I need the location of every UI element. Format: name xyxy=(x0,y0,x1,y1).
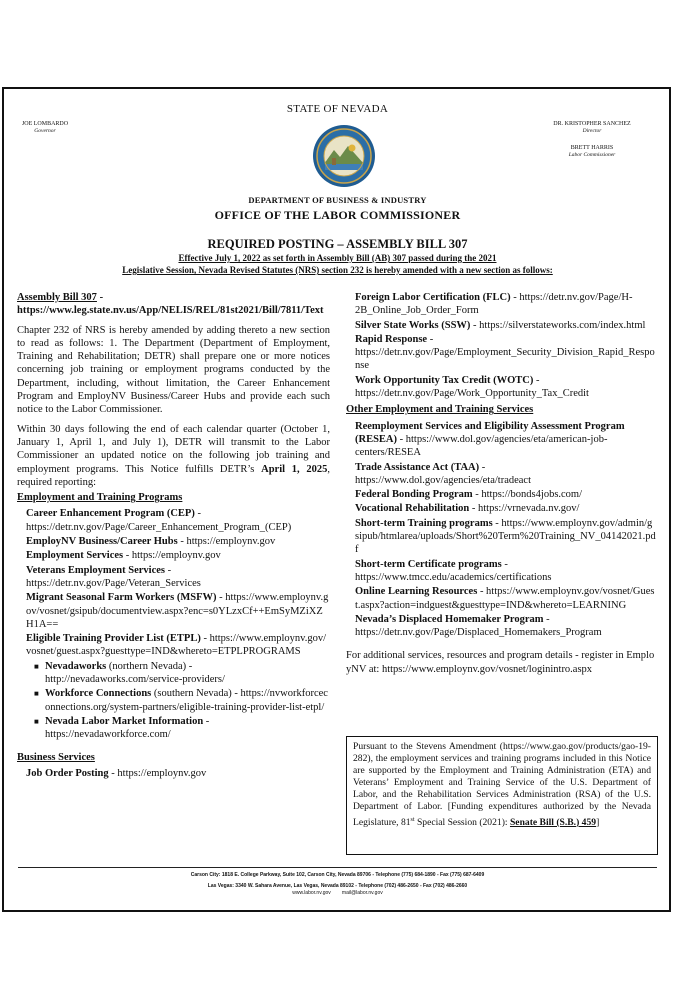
additional-services-note: For additional services, resources and program details - register in EmployNV at: https://www.employnv.gov/vosnet/loginintro.aspx xyxy=(346,650,655,675)
sub-list-item[interactable]: ■ Nevada Labor Market Information - https://nevadaworkforce.com/ xyxy=(34,715,210,741)
program-item[interactable]: Eligible Training Provider List (ETPL) - https://www.employnv.gov/vosnet/guest.aspx?guesttype=IND&whereto=ETPLPROGRAMS xyxy=(26,633,327,658)
notice-text: Pursuant to the Stevens Amendment (https://www.gao.gov/products/gao-19-282), the employment services and training programs included in this Notice are supported by the Employment and Training Administration (ETA) and Veterans’ Employment and Training Service of the U.S. Department of Labor, and the Rehabilitation Services Administration (RSA) of the U.S. Department of Labor. [Funding expenditures authorized by the Nevada Legislature, 81 xyxy=(353,741,651,828)
notice-text-2: Special Session (2021): xyxy=(414,816,510,828)
reporting-paragraph xyxy=(17,423,330,489)
program-item[interactable]: Migrant Seasonal Farm Workers (MSFW) - https://www.employnv.gov/vosnet/gsipub/documentview.aspx?enc=s0YLzxCf++EmSyMZiXZH1A== xyxy=(26,592,329,630)
director-name: DR. KRISTOPHER SANCHEZ xyxy=(553,121,631,127)
notice-end: ] xyxy=(596,816,600,828)
service-item[interactable]: Vocational Rehabilitation - https://vrnevada.nv.gov/ xyxy=(355,503,580,515)
footer-carson-city: Carson City: 1818 E. College Parkway, Suite 102, Carson City, Nevada 89706 - Telephone (775) 684-1890 - Fax (775) 687-6409 xyxy=(190,872,485,878)
service-item[interactable]: Short-term Certificate programs - https://www.tmcc.edu/academics/certifications xyxy=(355,558,552,583)
commissioner-name: BRETT HARRIS xyxy=(570,145,614,151)
office-name: OFFICE OF THE LABOR COMMISSIONER xyxy=(214,208,461,222)
left-column xyxy=(17,291,330,781)
governor-name: JOE LOMBARDO xyxy=(21,121,69,127)
state-heading: STATE OF NEVADA xyxy=(286,103,389,115)
effective-statement xyxy=(0,252,675,276)
service-item[interactable]: Short-term Training programs - https://www.employnv.gov/admin/gsipub/htmlarea/uploads/Short%20Term%20Training_NV_04142021.pdf xyxy=(355,517,656,556)
commissioner-role: Labor Commissioner xyxy=(568,152,616,158)
bill-url[interactable]: - https://www.leg.state.nv.us/App/NELIS/REL/81st2021/Bill/7811/Text xyxy=(17,292,324,317)
service-item[interactable]: Reemployment Services and Eligibility Assessment Program (RESEA) - https://www.dol.gov/agencies/eta/american-job-centers/RESEA xyxy=(355,420,625,459)
nevada-state-seal-icon xyxy=(312,124,376,188)
notice-superscript: st xyxy=(410,816,415,823)
sub-list-item[interactable]: ■ Workforce Connections (southern Nevada) - https://nvworkforceconnections.org/system-partners/eligible-training-provider-list-etpl/ xyxy=(34,688,328,713)
program-item[interactable]: Veterans Employment Services - https://detr.nv.gov/Page/Veteran_Services xyxy=(26,564,201,589)
service-item[interactable]: Trade Assistance Act (TAA) - https://www.dol.gov/agencies/eta/tradeact xyxy=(355,461,532,486)
footer-web[interactable]: www.labor.nv.gov mail@labor.nv.gov xyxy=(292,890,383,896)
right-column xyxy=(346,291,656,676)
bullet-icon: ■ xyxy=(34,661,39,671)
bill-link[interactable]: Assembly Bill 307 xyxy=(17,292,97,303)
director-role: Director xyxy=(582,128,602,134)
stevens-amendment-notice xyxy=(346,736,658,855)
reporting-text: Within 30 days following the end of each calendar quarter (October 1, January 1, April 1, and July 1), DETR will transmit to the Labor Commissioner an updated notice on the following job training and employment programs. This Notice fulfills DETR’s xyxy=(17,423,330,475)
service-item[interactable]: Nevada’s Displaced Homemaker Program - https://detr.nv.gov/Page/Displaced_Homemakers_Program xyxy=(355,613,602,639)
program-item[interactable]: EmployNV Business/Career Hubs - https://employnv.gov xyxy=(26,536,276,548)
reporting-date: April 1, 2025 xyxy=(261,463,328,475)
service-item[interactable]: Silver State Works (SSW) - https://silverstateworks.com/index.html xyxy=(355,319,646,331)
program-item[interactable]: Employment Services - https://employnv.gov xyxy=(26,550,221,562)
director-block xyxy=(551,121,633,159)
service-item[interactable]: Online Learning Resources - https://www.employnv.gov/vosnet/Guest.aspx?action=indguest&guesttype=IND&whereto=LEARNING xyxy=(355,586,655,611)
service-item[interactable]: Federal Bonding Program - https://bonds4jobs.com/ xyxy=(355,489,583,501)
posting-title: REQUIRED POSTING – ASSEMBLY BILL 307 xyxy=(207,237,468,251)
section-employment-training: Employment and Training Programs xyxy=(17,492,183,504)
governor-role: Governor xyxy=(34,128,56,134)
business-item[interactable]: Job Order Posting - https://employnv.gov xyxy=(26,767,207,779)
service-item[interactable]: Rapid Response - https://detr.nv.gov/Page/Employment_Security_Division_Rapid_Response xyxy=(355,333,655,372)
amendment-paragraph: Chapter 232 of NRS is hereby amended by adding thereto a new section to read as follows: 1. The Department (Department of Employment, Training and Rehabilitation; DETR) shall prepare one or more notices concerning job training or employment programs conducted by the Department, including, without limitation, the Career Enhancement Program and EmployNV Business/Career Hubs and provide each such notice to the Labor Commissioner. xyxy=(17,324,330,416)
effective-line-1: Effective July 1, 2022 as set forth in Assembly Bill (AB) 307 passed during the 2021 xyxy=(178,253,497,263)
program-item[interactable]: Career Enhancement Program (CEP) - https://detr.nv.gov/Page/Career_Enhancement_Program_(CEP) xyxy=(26,508,292,533)
footer-las-vegas: Las Vegas: 3340 W. Sahara Avenue, Las Vegas, Nevada 89102 - Telephone (702) 486-2650 - Fax (702) 486-2660 xyxy=(207,883,468,889)
service-item[interactable]: Foreign Labor Certification (FLC) - https://detr.nv.gov/Page/H-2B_Online_Job_Order_Form xyxy=(355,292,633,317)
section-other-services: Other Employment and Training Services xyxy=(346,404,534,416)
senate-bill-link[interactable]: Senate Bill (S.B.) 459 xyxy=(509,816,597,828)
reporting-text-end: , required reporting: xyxy=(17,463,331,488)
effective-line-2: Legislative Session, Nevada Revised Statutes (NRS) section 232 is hereby amended with a new section as follows: xyxy=(122,265,553,275)
section-business-services: Business Services xyxy=(17,751,95,763)
governor-block xyxy=(20,121,70,135)
service-item[interactable]: Work Opportunity Tax Credit (WOTC) - https://detr.nv.gov/Page/Work_Opportunity_Tax_Credit xyxy=(355,374,589,400)
bullet-icon: ■ xyxy=(34,716,39,726)
bullet-icon: ■ xyxy=(34,689,39,699)
sub-list-item[interactable]: ■ Nevadaworks (northern Nevada) - http://nevadaworks.com/service-providers/ xyxy=(34,660,225,686)
footer-divider xyxy=(18,867,657,868)
bill-reference xyxy=(17,291,330,318)
department-name: DEPARTMENT OF BUSINESS & INDUSTRY xyxy=(248,195,427,205)
